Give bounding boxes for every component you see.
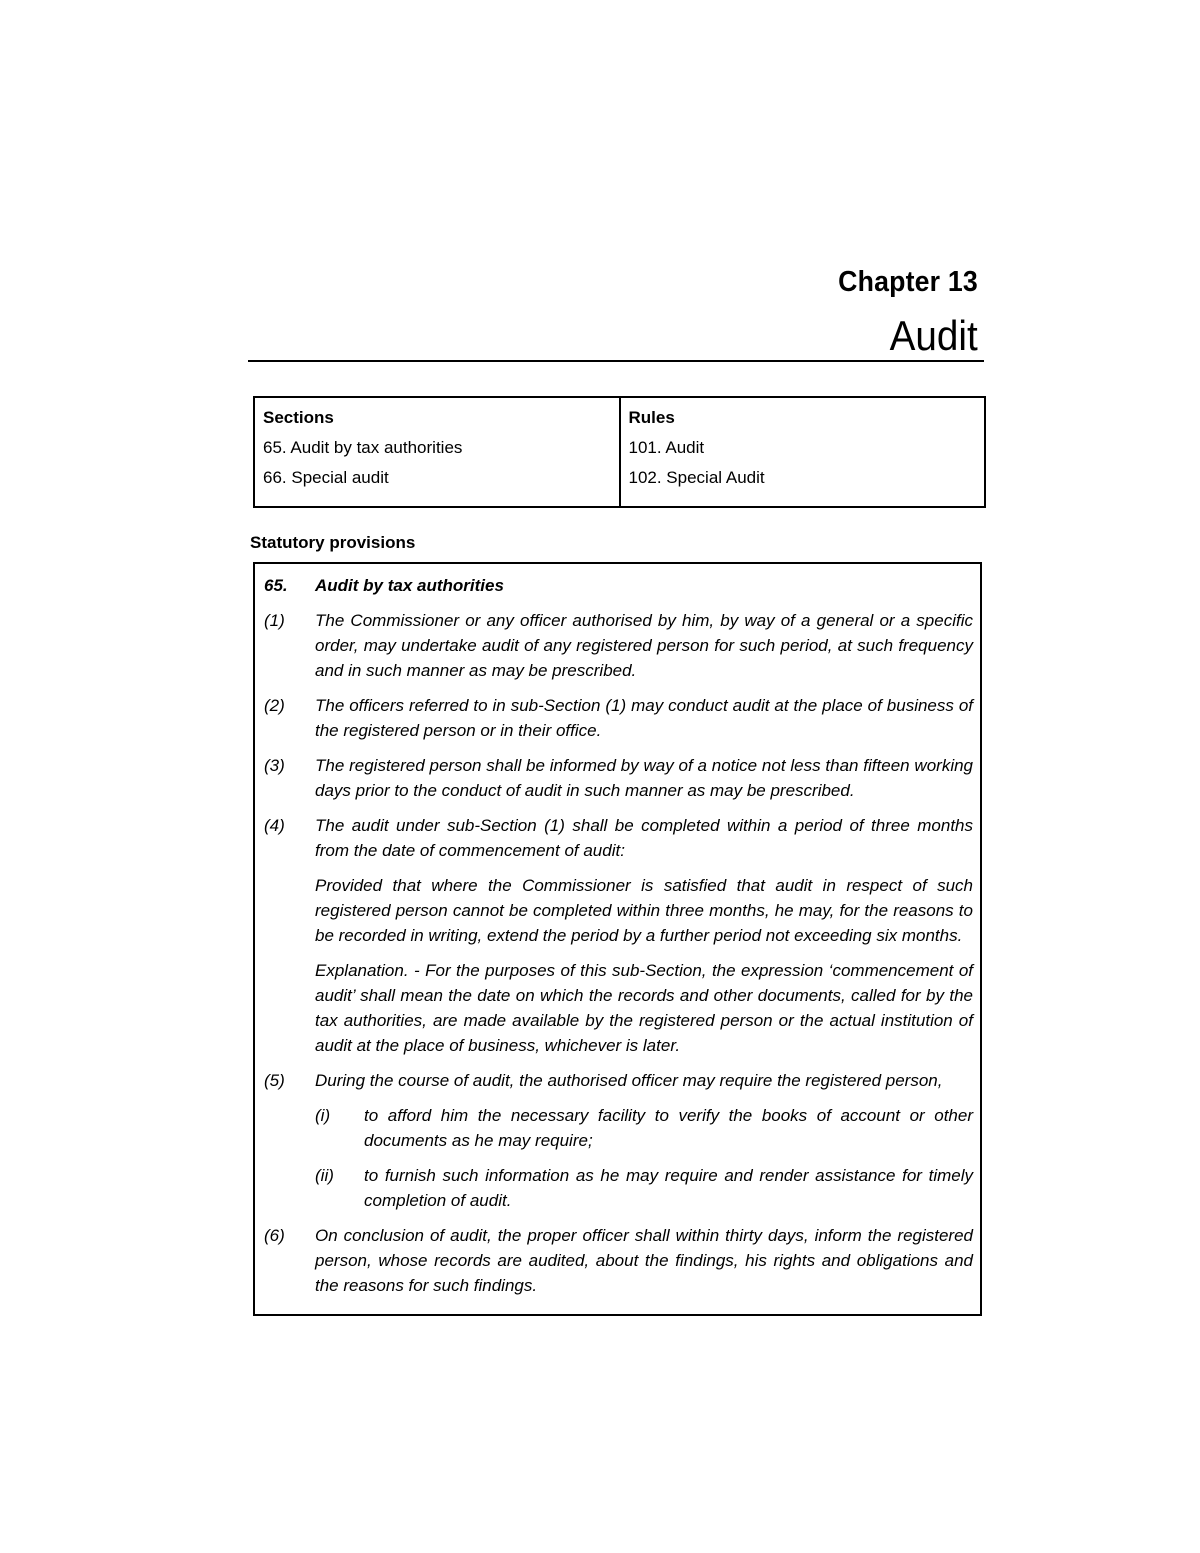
rule-item: 101. Audit xyxy=(628,438,705,457)
provision-text: On conclusion of audit, the proper officer shall within thirty days, inform the registered person, whose records are audited, about the findings, his rights and obligations and the reasons for such findings. xyxy=(315,1226,973,1295)
provision-text: The Commissioner or any officer authorised by him, by way of a general or a specific order, may undertake audit of any registered person for such period, at such frequency and in such manner as may be prescribed. xyxy=(315,611,973,680)
rule-item: 102. Special Audit xyxy=(628,468,765,487)
provision-row xyxy=(264,1068,973,1093)
title-divider xyxy=(248,360,984,362)
provision-text: The registered person shall be informed by way of a notice not less than fifteen working days prior to the conduct of audit in such manner as may be prescribed. xyxy=(315,756,973,800)
section-number: 65. xyxy=(264,576,288,595)
section-item: 66. Special audit xyxy=(263,468,389,487)
provision-row xyxy=(264,1223,973,1298)
clause-text: to furnish such information as he may require and render assistance for timely completion of audit. xyxy=(364,1166,973,1210)
explanation-text: Explanation. - For the purposes of this sub-Section, the expression ‘commencement of audit’ shall mean the date on which the records and other documents, called for by the tax authorities, are made available by the registered person or the actual institution of audit at the place of business, whichever is later. xyxy=(315,961,973,1055)
clause-row xyxy=(315,1103,973,1153)
provision-text: The officers referred to in sub-Section (1) may conduct audit at the place of business of the registered person or in their office. xyxy=(315,696,973,740)
section-heading-row xyxy=(264,573,973,598)
provisions-box xyxy=(253,562,982,1316)
rules-column xyxy=(619,398,985,506)
statutory-provisions-heading: Statutory provisions xyxy=(250,533,416,552)
sections-header: Sections xyxy=(263,408,334,427)
provision-number: (3) xyxy=(264,756,285,775)
provision-row xyxy=(264,813,973,863)
proviso-row xyxy=(264,873,973,948)
clause-number: (i) xyxy=(315,1106,331,1125)
provision-row xyxy=(264,693,973,743)
sections-column xyxy=(255,398,619,506)
section-title: Audit by tax authorities xyxy=(315,576,504,595)
clause-number: (ii) xyxy=(315,1166,334,1185)
provision-number: (5) xyxy=(264,1071,285,1090)
sections-rules-table xyxy=(253,396,986,508)
section-item: 65. Audit by tax authorities xyxy=(263,438,463,457)
rules-header: Rules xyxy=(628,408,675,427)
provision-number: (4) xyxy=(264,816,285,835)
provision-number: (2) xyxy=(264,696,285,715)
provision-text: During the course of audit, the authorised officer may require the registered person, xyxy=(315,1071,943,1090)
chapter-title: Audit xyxy=(889,312,978,359)
clause-row xyxy=(315,1163,973,1213)
provision-number: (1) xyxy=(264,611,285,630)
provision-row xyxy=(264,608,973,683)
explanation-row xyxy=(264,958,973,1058)
provision-text: The audit under sub-Section (1) shall be completed within a period of three months from the date of commencement of audit: xyxy=(315,816,973,860)
provision-row xyxy=(264,753,973,803)
chapter-number: Chapter 13 xyxy=(838,266,978,298)
clause-text: to afford him the necessary facility to verify the books of account or other documents as he may require; xyxy=(364,1106,973,1150)
provision-number: (6) xyxy=(264,1226,285,1245)
proviso-text: Provided that where the Commissioner is satisfied that audit in respect of such registered person cannot be completed within three months, he may, for the reasons to be recorded in writing, extend the period by a further period not exceeding six months. xyxy=(315,876,973,945)
